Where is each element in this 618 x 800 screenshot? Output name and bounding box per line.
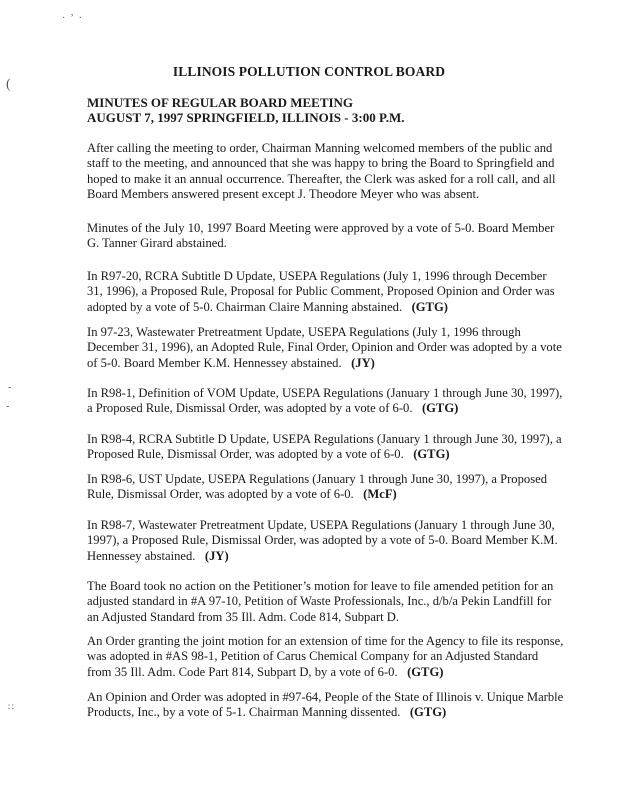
paragraph [87,221,565,252]
paragraph [87,579,565,625]
paragraph [87,386,565,417]
paragraph-text: In R98-1, Definition of VOM Update, USEPA Regulations (January 1 through June 30, 1997), a Proposed Rule, Dismissal Order, was adopted by a vote of 6-0. [87,386,563,416]
paragraph-text: Minutes of the July 10, 1997 Board Meeting were approved by a vote of 5-0. Board Member G. Tanner Girard abstained. [87,221,555,251]
paragraph-text: In R98-4, RCRA Subtitle D Update, USEPA Regulations (January 1 through June 30, 1997), a Proposed Rule, Dismissal Order, was adopted by a vote of 6-0. [87,432,562,462]
paragraph [87,432,565,463]
paragraph [87,325,565,371]
initials-tag: (JY) [351,355,375,370]
initials-tag: (GTG) [421,401,459,416]
paragraph-text: After calling the meeting to order, Chairman Manning welcomed members of the public and staff to the meeting, and announced that she was happy to bring the Board to Springfield and hoped to make it an annual occurrence. Thereafter, the Clerk was asked for a roll call, and all Board Members answered present except J. Theodore Meyer who was absent. [87,141,556,202]
paragraph-text: An Opinion and Order was adopted in #97-64, People of the State of Illinois v. Unique Marble Products, Inc., by a vote of 5-1. Chairman Manning dissented. [87,690,564,720]
paragraph-text: An Order granting the joint motion for an extension of time for the Agency to file its response, was adopted in #AS 98-1, Petition of Carus Chemical Company for an Adjusted Standard from 35 Ill. Adm. Code Part 814, Subpart D, by a vote of 6-0. [87,634,564,679]
initials-tag: (GTG) [409,705,447,720]
initials-tag: (JY) [204,548,229,563]
paragraph-text: In R98-6, UST Update, USEPA Regulations (January 1 through June 30, 1997), a Proposed Rule, Dismissal Order, was adopted by a vote of 6-0. [87,472,547,502]
initials-tag: (McF) [363,487,397,502]
scan-speck: ( [6,77,11,92]
paragraph-text: The Board took no action on the Petitioner’s motion for leave to file amended petition for an adjusted standard in #A 97-10, Petition of Waste Professionals, Inc., d/b/a Pekin Landfill for an Adjusted Standard from 35 Ill. Adm. Code 814, Subpart D. [87,579,554,624]
paragraph-text: In R98-7, Wastewater Pretreatment Update, USEPA Regulations (January 1 through June 30, 1997), a Proposed Rule, Dismissal Order, was adopted by a vote of 5-0. Board Member K.M. Hennessey abstained. [87,518,558,563]
paragraph [87,690,565,721]
initials-tag: (GTG) [411,299,448,314]
paragraph [87,518,565,564]
paragraph-text: In R97-20, RCRA Subtitle D Update, USEPA Regulations (July 1, 1996 through December 31, 1996), a Proposed Rule, Proposal for Public Comment, Proposed Opinion and Order was adopted by a vote of 5-0. Chairman Claire Manning abstained. [87,269,555,314]
meeting-date-line: AUGUST 7, 1997 SPRINGFIELD, ILLINOIS - 3:00 P.M. [87,110,405,125]
paragraph [87,472,565,503]
document-title: ILLINOIS POLLUTION CONTROL BOARD [172,64,446,79]
scan-speck: ‐ [8,382,12,393]
scan-speck: · ’ · [62,13,82,24]
scan-speck: - [6,401,10,412]
initials-tag: (GTG) [413,447,450,462]
paragraph-text: In 97-23, Wastewater Pretreatment Update, USEPA Regulations (July 1, 1996 through December 31, 1996), an Adopted Rule, Final Order, Opinion and Order was adopted by a vote of 5-0. Board Member K.M. Hennessey abstained. [87,325,562,370]
minutes-heading: MINUTES OF REGULAR BOARD MEETING [87,95,354,110]
paragraph [87,269,565,315]
paragraph [87,141,565,203]
paragraph [87,634,565,680]
initials-tag: (GTG) [407,664,444,679]
scan-speck: ∷ [8,702,14,712]
